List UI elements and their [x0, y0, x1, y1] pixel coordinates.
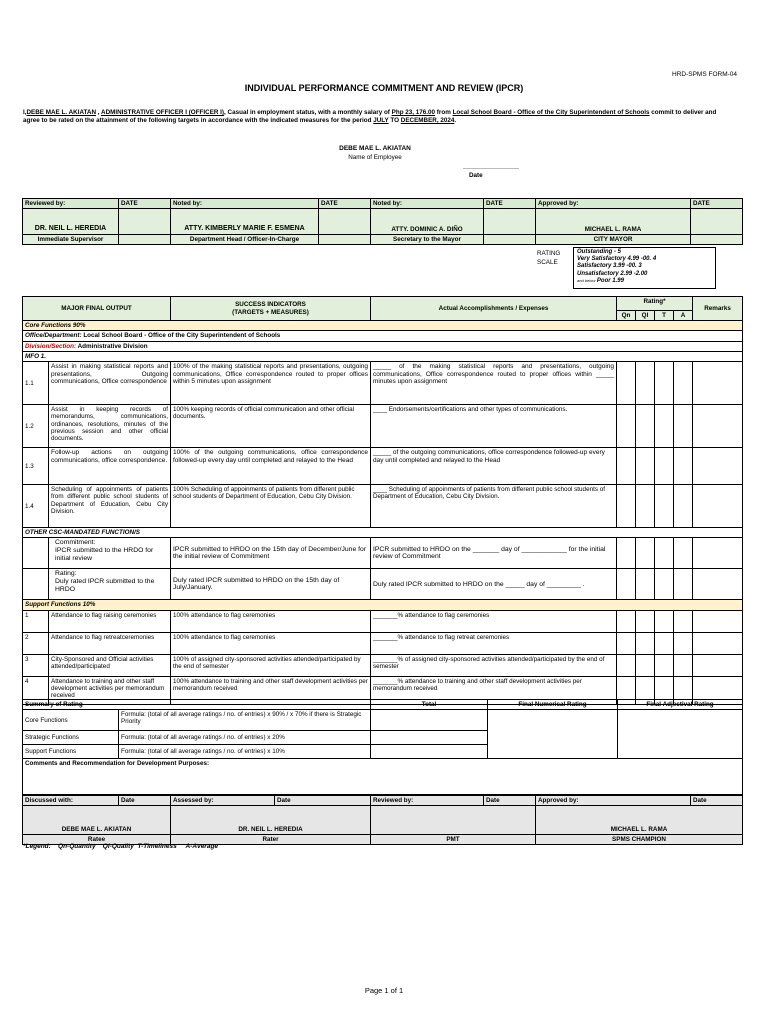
office-row: Office/Department: Local School Board - Office of the City Superintendent of Schools [23, 331, 743, 341]
remarks-header: Remarks [693, 297, 743, 321]
rating-scale-label: RATING SCALE [537, 250, 561, 267]
table-row: Core Functions Formula: (total of all average ratings / no. of entries) x 90% / x 70% if there is Strategic Priority [23, 710, 743, 731]
intro-paragraph: I,DEBE MAE L. AKIATAN , ADMINISTRATIVE OFFICER I (OFFICER I), Casual in employment status, with a monthly salary of Php 23, 176.00 from Local School Board - Office of the City Superintendent of Schools commit to deliver and agree to be rated on the attainment of the following targets in accordance with the indicated measures for the period JULY TO DECEMBER, 2024. [23, 109, 717, 125]
core-functions-header: Core Functions 90% [23, 321, 743, 331]
supervisor-name: DR. NEIL L. HEREDIA [23, 209, 119, 235]
actual-accomplishments-header: Actual Accomplishments / Expenses [371, 297, 617, 321]
support-functions-header: Support Functions 10% [23, 600, 743, 610]
other-functions-header: OTHER CSC-MANDATED FUNCTION/S [23, 528, 743, 538]
form-code: HRD-SPMS FORM-04 [672, 71, 738, 78]
employee-date-label: Date [469, 172, 483, 179]
table-row: 4 Attendance to training and other staff development activities per memorandum received 100% attendance to training and other staff development activities per memorandum received _______% attendance to training and other staff development activities per memorandum received [23, 676, 743, 704]
rater-name: DR. NEIL L. HEREDIA [171, 806, 371, 835]
reviewed-by-label: Reviewed by: [23, 199, 119, 209]
form-title: INDIVIDUAL PERFORMANCE COMMITMENT AND REVIEW (IPCR) [244, 83, 524, 93]
rating-scale-box: Outstanding - 5 Very Satisfactory 4.99 -00. 4 Satisfactory 3.99 -00. 3 Unsatisfactory 2.99 -2.00 and below Poor 1.99 [573, 247, 716, 289]
legend: *Legend: Qn-Quantity Ql-Quality T-Timeliness A-Average [23, 843, 219, 850]
secretary-name: ATTY. DOMINIC A. DIÑO [371, 209, 484, 235]
table-row: 1.2 Assist in keeping records of memorandums, communications, ordinances, resolutions, minutes of the previous session and other official documents. 100% keeping records of official communication and other official documents. ____ Endorsements/certifications and other types of communications. [23, 405, 743, 448]
summary-table [22, 699, 743, 795]
employee-name: DEBE MAE L. AKIATAN [339, 145, 411, 152]
bottom-approved-by-label: Approved by: [536, 796, 691, 806]
noted-by-label: Noted by: [171, 199, 319, 209]
ipcr-main-table: MAJOR FINAL OUTPUT SUCCESS INDICATORS (TARGETS + MEASURES) Actual Accomplishments / Expenses Rating* Remarks Qn Ql T A Core Functions 90% Office/Department: Local School Board - Office of the City Superintendent of Schools Division/Section: Administrative Division MFO 1. 1.1 Assist in making statistical reports and presentations, Outgoing communications, Office correspondence 100% of the making statistical reports and presentations, outgoing communications, Office correspondence routed to proper offices within 5 minutes upon assignment _____ of the making statistical reports and presentations, outgoing communications, Office correspondence routed to proper offices within _____ minutes upon assignment 1.2 Assist in keeping records of memorandums, communications, ordinances, resolutions, minutes of the previous session and other official documents. 100% keeping records of official communication and other official documents. ____ Endorsements/certifications and other types of communications. 1.3 Follow-up actions on outgoing communications, office correspondence. 100% of the outgoing communications, office correspondence followed-up every day until completed and relayed to the Head _____ of the outgoing communications, office correspondence followed-up every day until completed and relayed to the Head 1.4 Scheduling of appoinments of patients from different public school students of Department of Education, Cebu City Division. 100% Scheduling of appoinments of patients from different public school students of Department of Education, Cebu City Division. ____ Scheduling of appoinments of patients from different public school students of Department of Education, Cebu City Division. OTHER CSC-MANDATED FUNCTION/S Commitment: IPCR submitted to the HRDO for initial review IPCR submitted to HRDO on the 15th day of December/June for the initial review of Commitment IPCR submitted to HRDO on the _______ day of ____________ for the initial review of Commitment Rating: Duly rated IPCR submitted to the HRDO Duly rated IPCR submitted to HRDO on the 15th day of July/January. Duly rated IPCR submitted to HRDO on the _____ day of _________ . Support Functions 10% 1 Attendance to flag raising ceremonies 100% attendance to flag ceremonies _______% attendance to flag ceremonies 2 Attendance to flag retreatceremonies 100% attendance to flag ceremonies _______% attendance to flag retreat ceremonies 3 City-Sponsored and Official activities attended/participated 100% of assigned city-sponsored activities attended/participated by the end of semester _______% of assigned city-sponsored activities attended/participated by the end of semester 4 Attendance to training and other staff development activities per memorandum received 100% attendance to training and other staff development activities per memorandum received _______% attendance to training and other staff development activities per memorandum received [22, 296, 743, 705]
division-row: Division/Section: Administrative Division [23, 341, 743, 351]
table-row: 1.1 Assist in making statistical reports and presentations, Outgoing communications, Office correspondence 100% of the making statistical reports and presentations, outgoing communications, Office correspondence routed to proper offices within 5 minutes upon assignment _____ of the making statistical reports and presentations, outgoing communications, Office correspondence routed to proper offices within _____ minutes upon assignment [23, 362, 743, 405]
table-row: Strategic Functions Formula: (total of all average ratings / no. of entries) x 20% [23, 731, 743, 745]
date-line [463, 168, 519, 169]
discussed-with-label: Discussed with: [23, 796, 119, 806]
mayor-name: MICHAEL L. RAMA [536, 209, 691, 235]
table-row: 3 City-Sponsored and Official activities attended/participated 100% of assigned city-sponsored activities attended/participated by the end of semester _______% of assigned city-sponsored activities attended/participated by the end of semester [23, 654, 743, 676]
department-head-name: ATTY. KIMBERLY MARIE F. ESMENA [171, 209, 319, 235]
mfo-header: MAJOR FINAL OUTPUT [23, 297, 171, 321]
spms-champion-name: MICHAEL L. RAMA [536, 806, 743, 835]
employee-name-label: Name of Employee [348, 154, 402, 161]
table-row: 1 Attendance to flag raising ceremonies 100% attendance to flag ceremonies _______% attendance to flag ceremonies [23, 610, 743, 632]
total-header: Total [371, 700, 488, 710]
table-row: 1.3 Follow-up actions on outgoing communications, office correspondence. 100% of the outgoing communications, office correspondence followed-up every day until completed and relayed to the Head _____ of the outgoing communications, office correspondence followed-up every day until completed and relayed to the Head [23, 448, 743, 485]
table-row: Support Functions Formula: (total of all average ratings / no. of entries) x 10% [23, 745, 743, 759]
assessed-by-label: Assessed by: [171, 796, 275, 806]
rating-header: Rating* [617, 297, 693, 311]
final-adjectival-rating-header: Final Adjectival Rating [618, 700, 743, 710]
table-row: Commitment: IPCR submitted to the HRDO for initial review IPCR submitted to HRDO on the 15th day of December/June for the initial review of Commitment IPCR submitted to HRDO on the _______ day of ____________ for the initial review of Commitment [23, 538, 743, 569]
summary-label: Summary of Rating [23, 700, 371, 710]
bottom-signatures-table: Discussed with: Date Assessed by: Date Reviewed by: Date Approved by: Date DEBE MAE L. AKIATAN DR. NEIL L. HEREDIA MICHAEL L. RAMA Ratee Rater PMT SPMS CHAMPION [22, 795, 743, 845]
table-row: 1.4 Scheduling of appoinments of patients from different public school students of Department of Education, Cebu City Division. 100% Scheduling of appoinments of patients from different public school students of Department of Education, Cebu City Division. ____ Scheduling of appoinments of patients from different public school students of Department of Education, Cebu City Division. [23, 485, 743, 528]
table-row: 2 Attendance to flag retreatceremonies 100% attendance to flag ceremonies _______% attendance to flag retreat ceremonies [23, 632, 743, 654]
final-numerical-rating-header: Final Numerical Rating [488, 700, 618, 710]
approved-by-label: Approved by: [536, 199, 691, 209]
page-number: Page 1 of 1 [364, 986, 404, 995]
ratee-name: DEBE MAE L. AKIATAN [23, 806, 171, 835]
comments-box: Comments and Recommendation for Development Purposes: [23, 759, 743, 795]
signatories-table: Reviewed by: DATE Noted by: DATE Noted by: DATE Approved by: DATE DR. NEIL L. HEREDIA ATTY. KIMBERLY MARIE F. ESMENA ATTY. DOMINIC A. DIÑO MICHAEL L. RAMA Immediate Supervisor Department Head / Officer-In-Charge Secretary to the Mayor CITY MAYOR [22, 198, 743, 245]
success-indicators-header: SUCCESS INDICATORS (TARGETS + MEASURES) [171, 297, 371, 321]
table-row: Rating: Duly rated IPCR submitted to the HRDO Duly rated IPCR submitted to HRDO on the 15th day of July/January. Duly rated IPCR submitted to HRDO on the _____ day of _________ . [23, 569, 743, 600]
mfo1-row: MFO 1. [23, 351, 743, 361]
bottom-reviewed-by-label: Reviewed by: [371, 796, 484, 806]
